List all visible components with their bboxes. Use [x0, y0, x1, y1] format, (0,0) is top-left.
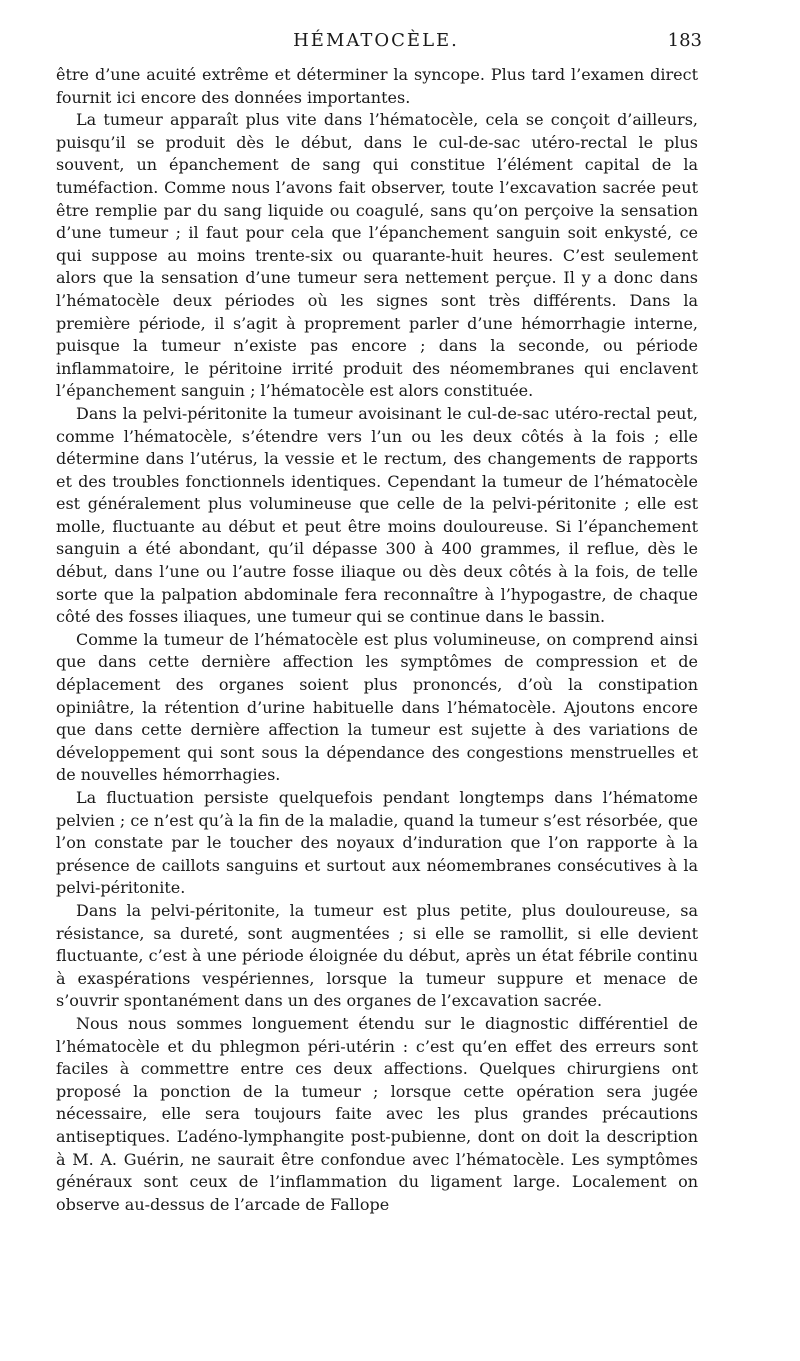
paragraph: Dans la pelvi-péritonite, la tumeur est plus petite, plus douloureuse, sa résistance, sa dureté, sont augmentées ; si elle se ramollit, si elle devient fluctuante, c’est à une période éloignée du début, après un état fébrile continu à exaspérations vespériennes, lorsque la tumeur suppure et menace de s’ouvrir spontanément dans un des organes de l’excavation sacrée. — [56, 900, 698, 1011]
paragraph: Comme la tumeur de l’hématocèle est plus volumineuse, on comprend ainsi que dans cette dernière affection les symptômes de compression et de déplacement des organes soient plus prononcés, d’où la constipation opiniâtre, la rétention d’urine habituelle dans l’hématocèle. Ajoutons encore que dans cette dernière affection la tumeur est sujette à des variations de développement qui sont sous la dépendance des congestions menstruelles et de nouvelles hémorrhagies. — [56, 629, 698, 785]
running-title: HÉMATOCÈLE. — [293, 30, 459, 51]
page-number: 183 — [667, 30, 702, 51]
paragraph: être d’une acuité extrême et déterminer la syncope. Plus tard l’examen direct fournit ici encore des données importantes. — [56, 65, 698, 107]
paragraph: Nous nous sommes longuement étendu sur le diagnostic différentiel de l’hématocèle et du phlegmon péri-utérin : c’est qu’en effet des erreurs sont faciles à commettre entre ces deux affections. Quelques chirurgiens ont proposé la ponction de la tumeur ; lorsque cette opération sera jugée nécessaire, elle sera toujours faite avec les plus grandes précautions antiseptiques. L’adéno-lymphangite post-pubienne, dont on doit la description à M. A. Guérin, ne saurait être confondue avec l’hématocèle. Les symptômes généraux sont ceux de l’inflammation du ligament large. Localement on observe au-dessus de l’arcade de Fallope — [56, 1013, 698, 1214]
paragraph: Dans la pelvi-péritonite la tumeur avoisinant le cul-de-sac utéro-rectal peut, comme l’hématocèle, s’étendre vers l’un ou les deux côtés à la fois ; elle détermine dans l’utérus, la vessie et le rectum, des changements de rapports et des troubles fonctionnels identiques. Cependant la tumeur de l’hématocèle est généralement plus volumineuse que celle de la pelvi-péritonite ; elle est molle, fluctuante au début et peut être moins douloureuse. Si l’épanchement sanguin a été abondant, qu’il dépasse 300 à 400 grammes, il reflue, dès le début, dans l’une ou l’autre fosse iliaque ou dès deux côtés à la fois, de telle sorte que la palpation abdominale fera reconnaître à l’hypogastre, de chaque côté des fosses iliaques, une tumeur qui se continue dans le bassin. — [56, 403, 698, 627]
paragraph: La tumeur apparaît plus vite dans l’hématocèle, cela se conçoit d’ailleurs, puisqu’il se produit dès le début, dans le cul-de-sac utéro-rectal le plus souvent, un épanchement de sang qui constitue l’élément capital de la tuméfaction. Comme nous l’avons fait observer, toute l’excavation sacrée peut être remplie par du sang liquide ou coagulé, sans qu’on perçoive la sensation d’une tumeur ; il faut pour cela que l’épanchement sanguin soit enkysté, ce qui suppose au moins trente-six ou quarante-huit heures. C’est seulement alors que la sensation d’une tumeur sera nettement perçue. Il y a donc dans l’hématocèle deux périodes où les signes sont très différents. Dans la première période, il s’agit à proprement parler d’une hémorrhagie interne, puisque la tumeur n’existe pas encore ; dans la seconde, ou période inflammatoire, le péritoine irrité produit des néomembranes qui enclavent l’épanchement sanguin ; l’hématocèle est alors constituée. — [56, 110, 698, 401]
paragraph: La fluctuation persiste quelquefois pendant longtemps dans l’hématome pelvien ; ce n’est qu’à la fin de la maladie, quand la tumeur s’est résorbée, que l’on constate par le toucher des noyaux d’induration que l’on rapporte à la présence de caillots sanguins et surtout aux néomembranes consécutives à la pelvi-péritonite. — [56, 788, 698, 898]
body-text — [56, 64, 698, 1216]
